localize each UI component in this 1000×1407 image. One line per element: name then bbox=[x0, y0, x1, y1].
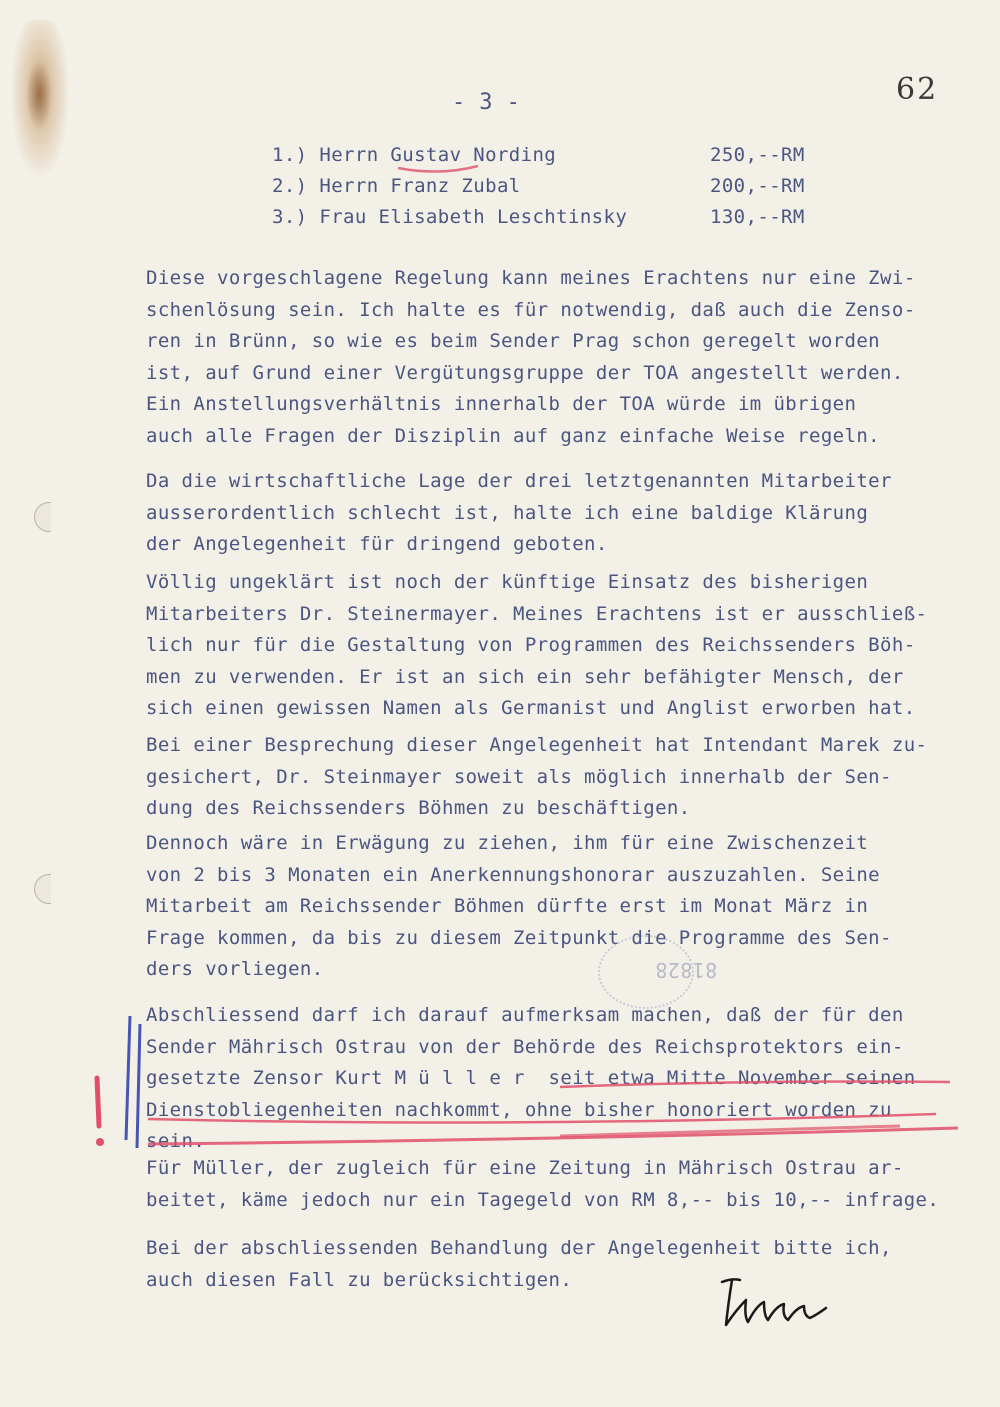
text-line: Sender Mährisch Ostrau von der Behörde des Reichsprotektors ein- bbox=[146, 1035, 904, 1058]
text-line: Dennoch wäre in Erwägung zu ziehen, ihm für eine Zwischenzeit bbox=[146, 832, 869, 854]
text-line: ren in Brünn, so wie es beim Sender Prag schon geregelt worden bbox=[146, 330, 881, 352]
archive-number: 62 bbox=[896, 72, 939, 107]
text-line: gesichert, Dr. Steinmayer soweit als möglich innerhalb der Sen- bbox=[146, 765, 892, 788]
payee-amount: 200,--RM bbox=[710, 175, 805, 197]
page-number: - 3 - bbox=[452, 90, 521, 115]
payee-name: 3.) Frau Elisabeth Leschtinsky bbox=[272, 206, 628, 228]
text-line: Frage kommen, da bis zu diesem Zeitpunkt die Programme des Sen- bbox=[146, 926, 892, 949]
paragraph-daily-allowance bbox=[146, 1153, 966, 1216]
text-line: von 2 bis 3 Monaten ein Anerkennungshonorar auszuzahlen. Seine bbox=[146, 863, 881, 886]
punch-hole-upper bbox=[34, 502, 51, 532]
payee-row bbox=[272, 144, 832, 175]
payee-list bbox=[272, 144, 832, 237]
red-exclamation-dot bbox=[96, 1138, 104, 1146]
text-line: der Angelegenheit für dringend geboten. bbox=[146, 533, 608, 555]
text-line: Abschliessend darf ich darauf aufmerksam machen, daß der für den bbox=[146, 1004, 904, 1026]
text-line: ist, auf Grund einer Vergütungsgruppe der TOA angestellt werden. bbox=[146, 361, 904, 384]
text-line: sein. bbox=[146, 1130, 206, 1152]
text-line: ders vorliegen. bbox=[146, 958, 324, 980]
text-line: Bei einer Besprechung dieser Angelegenheit hat Intendant Marek zu- bbox=[146, 734, 928, 756]
payee-row bbox=[272, 175, 832, 206]
stamp-number: 81828 bbox=[655, 958, 718, 982]
payee-name: 2.) Herrn Franz Zubal bbox=[272, 175, 521, 197]
text-line: lich nur für die Gestaltung von Programmen des Reichssenders Böh- bbox=[146, 634, 916, 656]
handwritten-signature bbox=[710, 1270, 840, 1340]
text-line: auch alle Fragen der Disziplin auf ganz einfache Weise regeln. bbox=[146, 424, 881, 447]
payee-row bbox=[272, 206, 832, 237]
text-line: gesetzte Zensor Kurt M ü l l e r seit etwa Mitte November seinen bbox=[146, 1067, 916, 1089]
text-line: Für Müller, der zugleich für eine Zeitung in Mährisch Ostrau ar- bbox=[146, 1157, 904, 1179]
text-line: Ein Anstellungsverhältnis innerhalb der TOA würde im übrigen bbox=[146, 393, 857, 415]
text-line: men zu verwenden. Er ist an sich ein sehr befähigter Mensch, der bbox=[146, 665, 904, 688]
blue-margin-line-right bbox=[137, 1024, 140, 1148]
payee-name: 1.) Herrn Gustav Nording bbox=[272, 144, 557, 166]
text-line: sich einen gewissen Namen als Germanist und Anglist erworben hat. bbox=[146, 697, 916, 719]
text-line: Völlig ungeklärt ist noch der künftige Einsatz des bisherigen bbox=[146, 571, 869, 593]
red-exclamation-stroke bbox=[97, 1078, 99, 1126]
paragraph-censor-mueller bbox=[146, 1000, 966, 1158]
text-line: Bei der abschliessenden Behandlung der Angelegenheit bitte ich, bbox=[146, 1237, 892, 1259]
rust-stain-core bbox=[26, 60, 52, 130]
text-line: dung des Reichssenders Böhmen zu beschäftigen. bbox=[146, 797, 691, 819]
text-line: Da die wirtschaftliche Lage der drei letztgenannten Mitarbeiter bbox=[146, 470, 892, 492]
text-line: schenlösung sein. Ich halte es für notwendig, daß auch die Zenso- bbox=[146, 298, 916, 321]
text-line: auch diesen Fall zu berücksichtigen. bbox=[146, 1268, 573, 1291]
text-line: Diese vorgeschlagene Regelung kann meines Erachtens nur eine Zwi- bbox=[146, 267, 916, 289]
payee-amount: 130,--RM bbox=[710, 206, 805, 228]
paragraph-meeting bbox=[146, 730, 966, 825]
blue-margin-line-left bbox=[126, 1016, 130, 1140]
paragraph-economic-situation bbox=[146, 466, 966, 561]
text-line: Mitarbeit am Reichssender Böhmen dürfte erst im Monat März in bbox=[146, 895, 869, 917]
text-line: ausserordentlich schlecht ist, halte ich eine baldige Klärung bbox=[146, 501, 869, 524]
payee-amount: 250,--RM bbox=[710, 144, 805, 166]
text-line: Mitarbeiters Dr. Steinermayer. Meines Erachtens ist er ausschließ- bbox=[146, 602, 928, 625]
paragraph-closing-request bbox=[146, 1233, 966, 1296]
text-line: beitet, käme jedoch nur ein Tagegeld von RM 8,-- bis 10,-- infrage. bbox=[146, 1188, 940, 1211]
paragraph-honorarium bbox=[146, 828, 966, 986]
paragraph-interim-solution bbox=[146, 263, 966, 452]
text-line: Dienstobliegenheiten nachkommt, ohne bisher honoriert worden zu bbox=[146, 1098, 892, 1121]
punch-hole-lower bbox=[34, 874, 51, 904]
paragraph-steinermayer bbox=[146, 567, 966, 725]
